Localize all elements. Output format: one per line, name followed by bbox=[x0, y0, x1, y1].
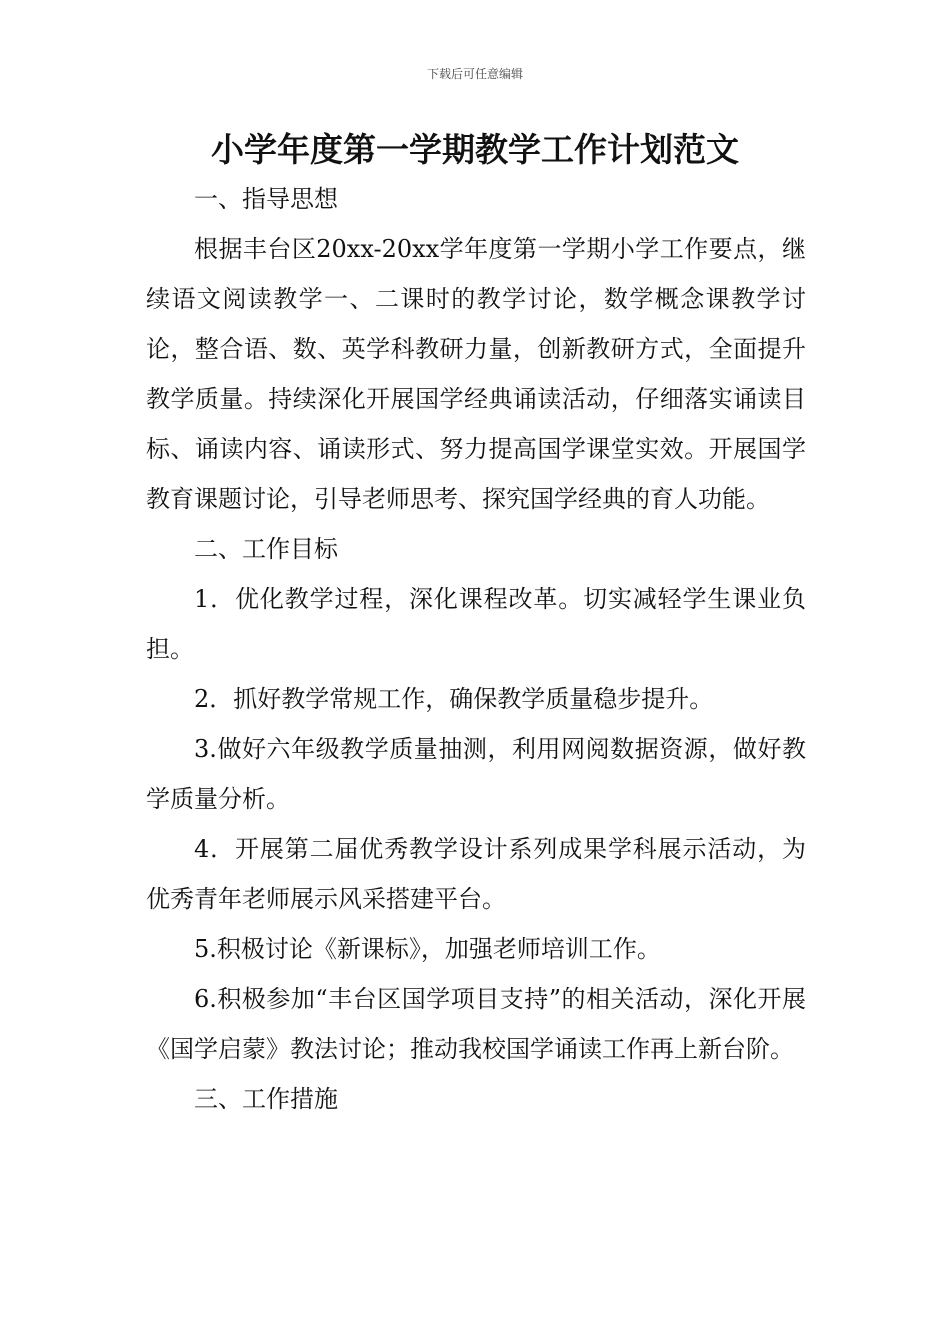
goal-item-1: 1．优化教学过程，深化课程改革。切实减轻学生课业负担。 bbox=[146, 585, 806, 663]
goal-item-2: 2．抓好教学常规工作，确保教学质量稳步提升。 bbox=[194, 685, 714, 713]
goal-item-3: 3.做好六年级教学质量抽测，利用网阅数据资源，做好教学质量分析。 bbox=[146, 735, 806, 813]
paragraph-guiding-ideology: 根据丰台区20xx-20xx学年度第一学期小学工作要点，继续语文阅读教学一、二课时的教学讨论，数学概念课教学讨论，整合语、数、英学科教研力量，创新教研方式，全面提升教学质量。持续深化开展国学经典诵读活动，仔细落实诵读目标、诵读内容、诵读形式、努力提高国学课堂实效。开展国学教育课题讨论，引导老师思考、探究国学经典的育人功能。 bbox=[146, 235, 806, 513]
header-note: 下载后可任意编辑 bbox=[426, 67, 523, 81]
section-heading-guiding-ideology: 一、指导思想 bbox=[194, 185, 338, 213]
section-heading-work-measures: 三、工作措施 bbox=[194, 1085, 338, 1113]
document-title: 小学年度第一学期教学工作计划范文 bbox=[211, 130, 739, 169]
document-body bbox=[146, 174, 806, 1124]
goal-item-5: 5.积极讨论《新课标》，加强老师培训工作。 bbox=[194, 935, 661, 963]
section-heading-work-goals: 二、工作目标 bbox=[194, 535, 338, 563]
goal-item-4: 4．开展第二届优秀教学设计系列成果学科展示活动，为优秀青年老师展示风采搭建平台。 bbox=[146, 835, 806, 913]
goal-item-6: 6.积极参加“丰台区国学项目支持”的相关活动，深化开展《国学启蒙》教法讨论；推动我校国学诵读工作再上新台阶。 bbox=[146, 985, 806, 1063]
